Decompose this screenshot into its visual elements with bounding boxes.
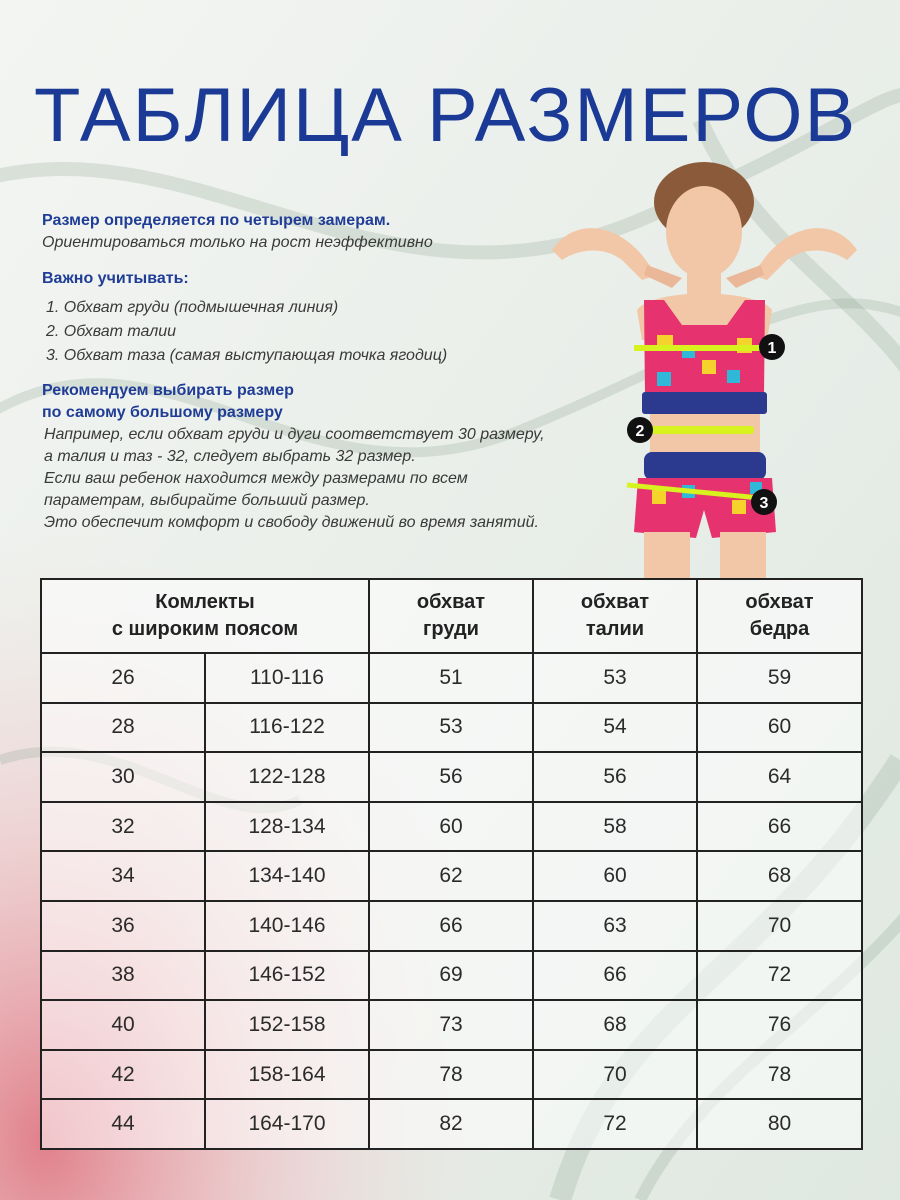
cell-hips: 59 <box>697 653 862 703</box>
cell-hips: 76 <box>697 1000 862 1050</box>
cell-height: 122-128 <box>205 752 369 802</box>
cell-height: 140-146 <box>205 901 369 951</box>
cell-waist: 68 <box>533 1000 697 1050</box>
page-title: ТАБЛИЦА РАЗМЕРОВ <box>34 73 858 158</box>
cell-size: 26 <box>41 653 205 703</box>
cell-waist: 60 <box>533 851 697 901</box>
cell-chest: 56 <box>369 752 533 802</box>
example-line: Например, если обхват груди и дуги соответствует 30 размеру, <box>44 426 545 443</box>
cell-chest: 73 <box>369 1000 533 1050</box>
table-row <box>41 653 862 703</box>
cell-waist: 56 <box>533 752 697 802</box>
intro-italic-text: Ориентироваться только на рост неэффективно <box>42 234 433 251</box>
cell-hips: 64 <box>697 752 862 802</box>
cell-height: 128-134 <box>205 802 369 852</box>
cell-size: 42 <box>41 1050 205 1100</box>
example-line: Если ваш ребенок находится между размерами по всем <box>44 470 468 487</box>
cell-size: 28 <box>41 703 205 753</box>
cell-height: 134-140 <box>205 851 369 901</box>
table-row <box>41 752 862 802</box>
cell-height: 110-116 <box>205 653 369 703</box>
example-line: параметрам, выбирайте больший размер. <box>44 492 370 509</box>
table-row <box>41 951 862 1001</box>
cell-size: 30 <box>41 752 205 802</box>
table-row <box>41 1000 862 1050</box>
list-item: 3. Обхват таза (самая выступающая точка ягодиц) <box>46 347 448 364</box>
cell-size: 44 <box>41 1099 205 1149</box>
cell-height: 146-152 <box>205 951 369 1001</box>
cell-waist: 63 <box>533 901 697 951</box>
model-figure <box>532 160 877 580</box>
cell-waist: 66 <box>533 951 697 1001</box>
header-waist: обхват талии <box>533 579 697 653</box>
cell-chest: 78 <box>369 1050 533 1100</box>
recommend-line-1: Рекомендуем выбирать размер <box>42 382 294 399</box>
cell-hips: 68 <box>697 851 862 901</box>
cell-size: 38 <box>41 951 205 1001</box>
header-row <box>41 579 862 653</box>
cell-hips: 80 <box>697 1099 862 1149</box>
table-row <box>41 1050 862 1100</box>
example-line: Это обеспечит комфорт и свободу движений во время занятий. <box>44 514 539 531</box>
cell-chest: 53 <box>369 703 533 753</box>
cell-size: 36 <box>41 901 205 951</box>
cell-waist: 53 <box>533 653 697 703</box>
table-row <box>41 901 862 951</box>
list-item: 2. Обхват талии <box>46 323 177 340</box>
cell-chest: 82 <box>369 1099 533 1149</box>
cell-chest: 66 <box>369 901 533 951</box>
cell-waist: 72 <box>533 1099 697 1149</box>
cell-waist: 70 <box>533 1050 697 1100</box>
cell-size: 40 <box>41 1000 205 1050</box>
cell-waist: 54 <box>533 703 697 753</box>
recommend-line-2: по самому большому размеру <box>42 404 283 421</box>
table-row <box>41 703 862 753</box>
cell-hips: 66 <box>697 802 862 852</box>
cell-height: 116-122 <box>205 703 369 753</box>
cell-hips: 78 <box>697 1050 862 1100</box>
cell-hips: 72 <box>697 951 862 1001</box>
important-heading: Важно учитывать: <box>42 270 189 287</box>
cell-height: 158-164 <box>205 1050 369 1100</box>
cell-size: 34 <box>41 851 205 901</box>
header-set: Комлекты с широким поясом <box>41 579 369 653</box>
marker-label: 2 <box>635 423 645 440</box>
header-hips: обхват бедра <box>697 579 862 653</box>
marker-label: 3 <box>759 495 769 512</box>
cell-height: 164-170 <box>205 1099 369 1149</box>
example-line: а талия и таз - 32, следует выбрать 32 размер. <box>44 448 416 465</box>
marker-label: 1 <box>767 340 777 357</box>
cell-chest: 60 <box>369 802 533 852</box>
cell-waist: 58 <box>533 802 697 852</box>
table-row <box>41 851 862 901</box>
cell-hips: 70 <box>697 901 862 951</box>
cell-size: 32 <box>41 802 205 852</box>
table-row <box>41 1099 862 1149</box>
table-row <box>41 802 862 852</box>
cell-height: 152-158 <box>205 1000 369 1050</box>
cell-chest: 51 <box>369 653 533 703</box>
cell-chest: 69 <box>369 951 533 1001</box>
header-chest: обхват груди <box>369 579 533 653</box>
intro-bold-text: Размер определяется по четырем замерам. <box>42 212 391 229</box>
size-chart-table <box>40 578 863 1150</box>
list-item: 1. Обхват груди (подмышечная линия) <box>46 299 339 316</box>
cell-chest: 62 <box>369 851 533 901</box>
cell-hips: 60 <box>697 703 862 753</box>
